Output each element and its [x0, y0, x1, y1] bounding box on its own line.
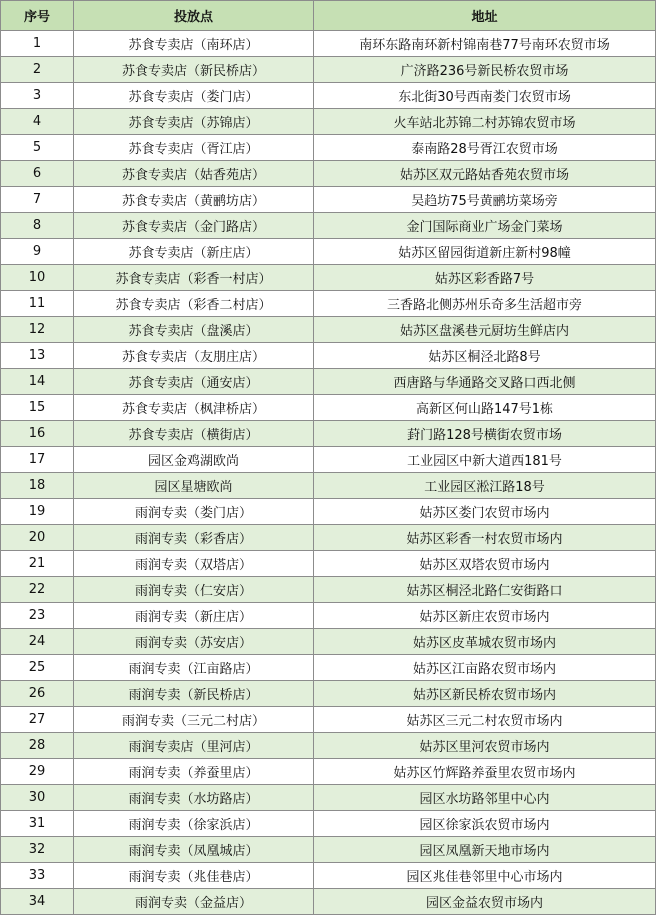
cell-address: 姑苏区江亩路农贸市场内	[314, 655, 656, 681]
cell-store: 园区金鸡湖欧尚	[74, 447, 314, 473]
cell-no: 20	[1, 525, 74, 551]
table-row	[1, 31, 656, 57]
table-row	[1, 135, 656, 161]
cell-store: 苏食专卖店（彩香二村店）	[74, 291, 314, 317]
cell-store: 雨润专卖（彩香店）	[74, 525, 314, 551]
table-row	[1, 83, 656, 109]
cell-no: 28	[1, 733, 74, 759]
cell-no: 21	[1, 551, 74, 577]
table-body	[1, 31, 656, 915]
cell-no: 18	[1, 473, 74, 499]
table-row	[1, 785, 656, 811]
cell-no: 4	[1, 109, 74, 135]
cell-address: 姑苏区双塔农贸市场内	[314, 551, 656, 577]
cell-store: 雨润专卖（双塔店）	[74, 551, 314, 577]
cell-no: 13	[1, 343, 74, 369]
cell-no: 3	[1, 83, 74, 109]
cell-store: 苏食专卖店（友朋庄店）	[74, 343, 314, 369]
cell-no: 26	[1, 681, 74, 707]
cell-store: 雨润专卖（三元二村店）	[74, 707, 314, 733]
cell-no: 27	[1, 707, 74, 733]
cell-address: 泰南路28号胥江农贸市场	[314, 135, 656, 161]
cell-no: 2	[1, 57, 74, 83]
cell-address: 姑苏区娄门农贸市场内	[314, 499, 656, 525]
cell-no: 14	[1, 369, 74, 395]
cell-no: 34	[1, 889, 74, 915]
header-store: 投放点	[74, 1, 314, 31]
cell-store: 雨润专卖（新庄店）	[74, 603, 314, 629]
cell-address: 工业园区淞江路18号	[314, 473, 656, 499]
cell-address: 姑苏区彩香一村农贸市场内	[314, 525, 656, 551]
table-row	[1, 707, 656, 733]
cell-store: 雨润专卖（凤凰城店）	[74, 837, 314, 863]
table-row	[1, 655, 656, 681]
cell-store: 雨润专卖（金益店）	[74, 889, 314, 915]
cell-no: 1	[1, 31, 74, 57]
table-row	[1, 629, 656, 655]
cell-address: 姑苏区竹辉路养蚕里农贸市场内	[314, 759, 656, 785]
table-row	[1, 447, 656, 473]
cell-address: 广济路236号新民桥农贸市场	[314, 57, 656, 83]
table-row	[1, 369, 656, 395]
cell-no: 33	[1, 863, 74, 889]
table-row	[1, 57, 656, 83]
cell-store: 雨润专卖（养蚕里店）	[74, 759, 314, 785]
header-no: 序号	[1, 1, 74, 31]
table-row	[1, 239, 656, 265]
table-row	[1, 863, 656, 889]
cell-store: 雨润专卖（水坊路店）	[74, 785, 314, 811]
cell-address: 姑苏区里河农贸市场内	[314, 733, 656, 759]
cell-store: 雨润专卖（苏安店）	[74, 629, 314, 655]
cell-no: 12	[1, 317, 74, 343]
cell-address: 工业园区中新大道西181号	[314, 447, 656, 473]
cell-store: 苏食专卖店（南环店）	[74, 31, 314, 57]
cell-store: 苏食专卖店（新庄店）	[74, 239, 314, 265]
cell-address: 园区兆佳巷邻里中心市场内	[314, 863, 656, 889]
cell-no: 30	[1, 785, 74, 811]
cell-address: 姑苏区桐泾北路仁安街路口	[314, 577, 656, 603]
table-row	[1, 577, 656, 603]
header-row	[1, 1, 656, 31]
cell-store: 苏食专卖店（娄门店）	[74, 83, 314, 109]
table-row	[1, 291, 656, 317]
cell-store: 苏食专卖店（彩香一村店）	[74, 265, 314, 291]
table-row	[1, 265, 656, 291]
cell-no: 11	[1, 291, 74, 317]
cell-address: 园区凤凰新天地市场内	[314, 837, 656, 863]
table-row	[1, 317, 656, 343]
cell-store: 苏食专卖店（横街店）	[74, 421, 314, 447]
cell-address: 三香路北侧苏州乐奇多生活超市旁	[314, 291, 656, 317]
cell-no: 16	[1, 421, 74, 447]
table-row	[1, 733, 656, 759]
table-row	[1, 603, 656, 629]
table-row	[1, 551, 656, 577]
cell-store: 雨润专卖（新民桥店）	[74, 681, 314, 707]
cell-address: 园区水坊路邻里中心内	[314, 785, 656, 811]
table-row	[1, 889, 656, 915]
table-row	[1, 681, 656, 707]
cell-address: 姑苏区桐泾北路8号	[314, 343, 656, 369]
table-row	[1, 213, 656, 239]
cell-store: 苏食专卖店（胥江店）	[74, 135, 314, 161]
cell-store: 雨润专卖店（里河店）	[74, 733, 314, 759]
cell-address: 姑苏区盘溪巷元厨坊生鲜店内	[314, 317, 656, 343]
table-row	[1, 499, 656, 525]
table-row	[1, 343, 656, 369]
cell-store: 园区星塘欧尚	[74, 473, 314, 499]
cell-address: 南环东路南环新村锦南巷77号南环农贸市场	[314, 31, 656, 57]
cell-no: 22	[1, 577, 74, 603]
cell-address: 姑苏区新庄农贸市场内	[314, 603, 656, 629]
table-row	[1, 837, 656, 863]
cell-address: 葑门路128号横街农贸市场	[314, 421, 656, 447]
cell-no: 25	[1, 655, 74, 681]
cell-address: 西唐路与华通路交叉路口西北侧	[314, 369, 656, 395]
cell-store: 苏食专卖店（通安店）	[74, 369, 314, 395]
cell-store: 苏食专卖店（盘溪店）	[74, 317, 314, 343]
cell-no: 8	[1, 213, 74, 239]
cell-address: 姑苏区双元路姑香苑农贸市场	[314, 161, 656, 187]
table-row	[1, 525, 656, 551]
cell-no: 23	[1, 603, 74, 629]
cell-address: 园区金益农贸市场内	[314, 889, 656, 915]
table-row	[1, 109, 656, 135]
cell-address: 吴趋坊75号黄鹂坊菜场旁	[314, 187, 656, 213]
cell-store: 雨润专卖（仁安店）	[74, 577, 314, 603]
header-address: 地址	[314, 1, 656, 31]
cell-store: 苏食专卖店（新民桥店）	[74, 57, 314, 83]
cell-no: 10	[1, 265, 74, 291]
cell-store: 雨润专卖（徐家浜店）	[74, 811, 314, 837]
table-row	[1, 161, 656, 187]
table-row	[1, 811, 656, 837]
cell-no: 24	[1, 629, 74, 655]
cell-store: 雨润专卖（江亩路店）	[74, 655, 314, 681]
cell-address: 姑苏区新民桥农贸市场内	[314, 681, 656, 707]
cell-address: 园区徐家浜农贸市场内	[314, 811, 656, 837]
cell-no: 7	[1, 187, 74, 213]
cell-no: 6	[1, 161, 74, 187]
cell-address: 姑苏区留园街道新庄新村98幢	[314, 239, 656, 265]
table-row	[1, 759, 656, 785]
cell-address: 姑苏区彩香路7号	[314, 265, 656, 291]
table-row	[1, 395, 656, 421]
cell-store: 苏食专卖店（黄鹂坊店）	[74, 187, 314, 213]
cell-store: 雨润专卖（娄门店）	[74, 499, 314, 525]
cell-no: 31	[1, 811, 74, 837]
table-row	[1, 473, 656, 499]
cell-address: 姑苏区三元二村农贸市场内	[314, 707, 656, 733]
cell-store: 雨润专卖（兆佳巷店）	[74, 863, 314, 889]
cell-store: 苏食专卖店（苏锦店）	[74, 109, 314, 135]
cell-no: 19	[1, 499, 74, 525]
cell-no: 5	[1, 135, 74, 161]
cell-address: 姑苏区皮革城农贸市场内	[314, 629, 656, 655]
cell-no: 9	[1, 239, 74, 265]
cell-no: 17	[1, 447, 74, 473]
cell-address: 东北街30号西南娄门农贸市场	[314, 83, 656, 109]
cell-no: 29	[1, 759, 74, 785]
cell-no: 32	[1, 837, 74, 863]
cell-store: 苏食专卖店（金门路店）	[74, 213, 314, 239]
table-row	[1, 421, 656, 447]
cell-address: 火车站北苏锦二村苏锦农贸市场	[314, 109, 656, 135]
table-row	[1, 187, 656, 213]
cell-address: 金门国际商业广场金门菜场	[314, 213, 656, 239]
cell-no: 15	[1, 395, 74, 421]
cell-store: 苏食专卖店（姑香苑店）	[74, 161, 314, 187]
cell-store: 苏食专卖店（枫津桥店）	[74, 395, 314, 421]
cell-address: 高新区何山路147号1栋	[314, 395, 656, 421]
